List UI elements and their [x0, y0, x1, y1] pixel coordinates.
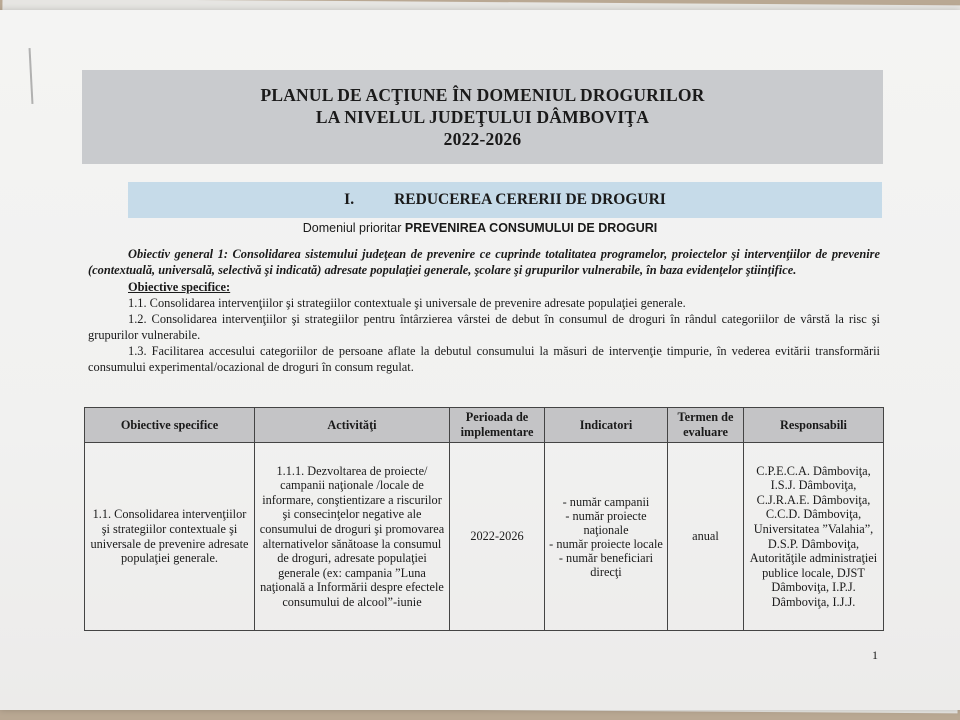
header-responsible: Responsabili — [744, 408, 884, 443]
section-number: I. — [344, 191, 355, 208]
header-indicators: Indicatori — [545, 408, 668, 443]
section-heading — [128, 182, 882, 218]
cell-term: anual — [668, 443, 744, 631]
header-period: Perioada de implementare — [450, 408, 545, 443]
title-line-1: PLANUL DE ACŢIUNE ÎN DOMENIUL DROGURILOR — [260, 85, 705, 105]
indicator-item: - număr proiecte locale — [549, 536, 663, 551]
cell-indicators — [545, 443, 668, 631]
specific-objective-2: 1.2. Consolidarea intervenţiilor şi strategiilor pentru întârzierea vârstei de debut în consumul de droguri în rândul categoriilor de vârstă la risc şi grupurilor vulnerabile. — [88, 312, 880, 342]
header-term: Termen de evaluare — [668, 408, 744, 443]
specific-objective-1: 1.1. Consolidarea intervenţiilor şi strategiilor contextuale şi universale de prevenire adresate populaţiei generale. — [128, 296, 686, 310]
specific-objectives-heading: Obiective specifice: — [128, 280, 231, 294]
title-line-2: LA NIVELUL JUDEŢULUI DÂMBOVIŢA — [315, 107, 650, 127]
title-line-3: 2022-2026 — [443, 129, 522, 149]
table-row — [85, 443, 884, 631]
page-number: 1 — [872, 648, 878, 662]
priority-domain-title: PREVENIREA CONSUMULUI DE DROGURI — [404, 221, 658, 235]
general-objective: Obiectiv general 1: Consolidarea sistemului judeţean de prevenire ce cuprinde totalitatea programelor, proiectelor şi intervenţiilor de prevenire (contextuală, universală, selectivă şi indicată) adresate populaţiei generale, şcolare şi grupurilor vulnerabile, în baza evidenţelor ştiinţifice. — [88, 247, 880, 277]
indicator-item: - număr campanii — [562, 494, 650, 509]
document-title-band — [82, 70, 883, 164]
header-activities: Activităţi — [255, 408, 450, 443]
header-objectives: Obiective specifice — [85, 408, 255, 443]
cell-objective: 1.1. Consolidarea intervenţiilor şi strategiilor contextuale şi universale de prevenire adresate populaţiei generale. — [85, 443, 255, 631]
cell-activity: 1.1.1. Dezvoltarea de proiecte/ campanii naţionale /locale de informare, conştientizare a riscurilor şi consecinţelor negative ale consumului de droguri şi promovarea alternativelor sănătoase la consumul de droguri, adresate populaţiei generale (ex: campania ”Luna naţională a Informării despre efectele consumului de alcool”-iunie — [255, 443, 450, 631]
cell-responsible: C.P.E.C.A. Dâmboviţa, I.S.J. Dâmboviţa, C.J.R.A.E. Dâmboviţa, C.C.D. Dâmboviţa, Universitatea ”Valahia”, D.S.P. Dâmboviţa, Autorităţile administraţiei publice locale, DJST Dâmboviţa, I.P.J. Dâmboviţa, I.J.J. — [744, 443, 884, 631]
indicator-item: - număr proiecte naţionale — [565, 508, 647, 537]
table-header-row — [85, 408, 884, 443]
objectives-text — [88, 246, 880, 375]
priority-domain-lead: Domeniul prioritar — [302, 221, 402, 235]
priority-domain — [0, 221, 960, 235]
section-title: REDUCEREA CERERII DE DROGURI — [394, 191, 666, 208]
pen-mark — [29, 48, 34, 104]
action-plan-table — [84, 407, 884, 631]
specific-objective-3: 1.3. Facilitarea accesului categoriilor de persoane aflate la debutul consumului la măsuri de intervenţie timpurie, în vederea evitării transformării consumului experimental/ocazional de droguri în consum regulat. — [88, 344, 880, 374]
indicator-item: - număr beneficiari direcţi — [558, 550, 654, 579]
cell-period: 2022-2026 — [450, 443, 545, 631]
